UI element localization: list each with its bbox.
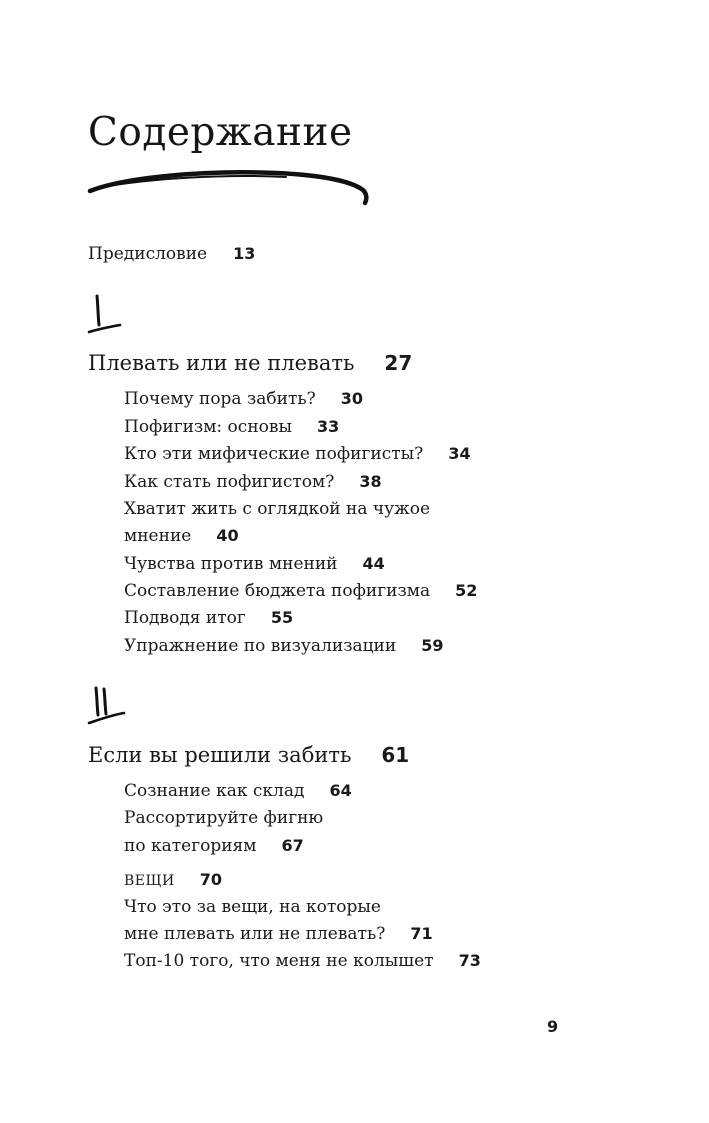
toc-item-line1 <box>124 499 430 519</box>
part-one-numeral <box>86 292 126 338</box>
part-two-numeral <box>86 684 130 730</box>
toc-item-page: 64 <box>329 781 352 800</box>
toc-item-label: Рассортируйте фигню <box>124 808 324 828</box>
toc-item-line1 <box>124 808 323 828</box>
toc-item <box>124 951 481 971</box>
toc-item-page: 38 <box>359 472 382 491</box>
part-title <box>88 743 409 767</box>
toc-item-label: Составление бюджета пофигизма <box>124 581 431 601</box>
toc-item-label: Хватит жить с оглядкой на чужое <box>124 499 431 519</box>
toc-item <box>124 472 382 492</box>
toc-item-page: 73 <box>458 951 481 970</box>
toc-item-line2 <box>124 526 239 546</box>
part-title-page: 27 <box>384 351 413 375</box>
toc-item-page: 44 <box>362 554 385 573</box>
toc-item-label: мне плевать или не плевать? <box>124 924 386 944</box>
toc-item-page: 30 <box>340 389 363 408</box>
part-title <box>88 351 412 375</box>
toc-item-label: Что это за вещи, на которые <box>124 897 381 917</box>
toc-item-label: мнение <box>124 526 192 546</box>
toc-item <box>124 389 363 409</box>
toc-item-page: 67 <box>281 836 304 855</box>
toc-item-label: по категориям <box>124 836 257 856</box>
toc-item-page: 34 <box>448 444 471 463</box>
toc-item <box>124 781 352 801</box>
foreword-page: 13 <box>233 244 256 263</box>
toc-item-label: Пофигизм: основы <box>124 417 292 437</box>
toc-item <box>124 444 471 464</box>
part-title-page: 61 <box>381 743 410 767</box>
toc-item-line1 <box>124 897 381 917</box>
toc-item-line2 <box>124 924 433 944</box>
toc-item-page: 71 <box>410 924 433 943</box>
toc-item <box>124 417 339 437</box>
foreword-label: Предисловие <box>88 244 208 264</box>
toc-item-label: Сознание как склад <box>124 781 305 801</box>
toc-item-label: Упражнение по визуализации <box>124 636 397 656</box>
toc-item-page: 33 <box>316 417 340 436</box>
toc-item-label: Топ-10 того, что меня не колышет <box>124 951 434 971</box>
toc-item-page: 52 <box>455 581 478 600</box>
page-title: Содержание <box>88 110 353 155</box>
toc-foreword <box>88 244 255 264</box>
toc-item <box>124 870 222 890</box>
toc-item-page: 55 <box>270 608 294 627</box>
toc-item-label: ВЕЩИ <box>124 873 175 889</box>
toc-item-label: Подводя итог <box>124 608 246 628</box>
toc-item <box>124 581 477 601</box>
toc-item-label: Чувства против мнений <box>124 554 338 574</box>
page-number: 9 <box>547 1017 559 1036</box>
toc-item <box>124 608 293 628</box>
toc-item <box>124 554 385 574</box>
part-title-label: Если вы решили забить <box>88 743 352 767</box>
toc-item-label: Кто эти мифические пофигисты? <box>124 444 424 464</box>
toc-item <box>124 636 443 656</box>
toc-item-label: Как стать пофигистом? <box>124 472 335 492</box>
toc-item-line2 <box>124 836 304 856</box>
toc-item-page: 40 <box>216 526 239 545</box>
toc-item-label: Почему пора забить? <box>124 389 316 409</box>
toc-item-page: 59 <box>421 636 444 655</box>
title-underline-stroke <box>86 168 376 212</box>
toc-item-page: 70 <box>199 870 222 889</box>
part-title-label: Плевать или не плевать <box>88 351 355 375</box>
